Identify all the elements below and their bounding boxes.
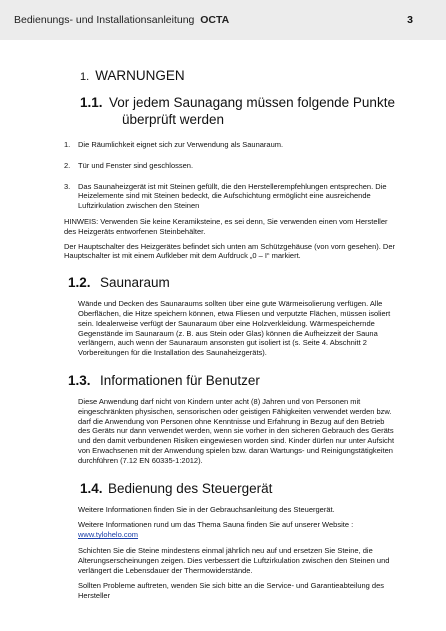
list-item: 3. Das Saunaheizgerät ist mit Steinen gefüllt, die den Herstellerempfehlungen entsprechen. Die Heizelemente sind mit Steinen bedeckt, die Aufschichtung ermöglicht eine ausreichende Luftzirkulation zwischen den Steinen (64, 181, 387, 211)
section-title-line-1: Vor jedem Saunagang müssen folgende Punkte (109, 95, 395, 110)
website-line (78, 530, 398, 540)
section-number: 1.2. (68, 275, 91, 291)
website-text: Weitere Informationen rund um das Thema Sauna finden Sie auf unserer Website : (78, 520, 354, 530)
website-link[interactable]: www.tylohelo.com (78, 530, 139, 540)
section-title-line-2: überprüft werden (122, 111, 225, 127)
hinweis-text: HINWEIS: Verwenden Sie keine Keramiksteine, es sei denn, Sie verwenden einen vom Hersteller des Heizgeräts entworfenen Steinbehälter. (64, 216, 388, 236)
section-title: Bedienung des Steuergerät (108, 480, 273, 496)
page-content (66, 68, 398, 601)
product-name: OCTA (200, 14, 230, 26)
section-heading-saunaraum (68, 275, 398, 291)
section-number: 1.1. (80, 95, 103, 110)
section-heading-benutzer (68, 373, 398, 389)
section-heading-warnungen (80, 68, 398, 85)
hauptschalter-text: Der Hauptschalter des Heizgerätes befindet sich unten am Schützgehäuse (von vorn gesehen). Der Hauptschalter ist mit einem Aufkleber mit dem Aufdruck „0 – I“ markiert. (64, 241, 396, 261)
section-title: WARNUNGEN (95, 68, 185, 83)
list-item: 2. Tür und Fenster sind geschlossen. (64, 160, 194, 170)
steuergeraet-body (78, 505, 398, 601)
section-heading-vor-saunagang (80, 95, 398, 128)
saunaraum-text: Wände und Decken des Saunaraums sollten über eine gute Wärmeisolierung verfügen. Alle Oberflächen, die Hitze speichern können, etwa Fliesen und verputzte Flächen, müssen isoliert sein. Idealerweise verfügt der Saunaraum über eine Holzverkleidung. Wärmespeichernde Gegenstände im Saunaraum (z. B. aus Stein oder Glas) können die Aufheizzeit der Sauna verlängern, auch wenn der Saunaraum ansonsten gut isoliert ist (s. Seite 4. Abschnitt 2 Vorbereitungen für die Installation des Saunaheizgeräts). (78, 299, 391, 358)
benutzer-text: Diese Anwendung darf nicht von Kindern unter acht (8) Jahren und von Personen mit eingeschränkten physischen, sensorischen oder geistigen Fähigkeiten verwendet werden bzw. darf die Anwendung von Personen ohne Kenntnisse und Erfahrung in Bezug auf den Betrieb des Geräts nur dann verwendet werden, wenn sie vorher in den sicheren Gebrauch des Geräts und den damit verbundenen Risiken eingewiesen worden sind. Kinder dürfen nur unter Aufsicht von Erwachsenen mit der Anwendung spielen bzw. daran Wartungs- und Reinigungstätigkeiten durchführen (7.12 EN 60335-1:2012). (78, 396, 395, 465)
page-header (0, 0, 446, 40)
section-number: 1.3. (68, 372, 91, 388)
steine-text: Schichten Sie die Steine mindestens einmal jährlich neu auf und ersetzen Sie Steine, die Alterungserscheinungen zeigen. Dies verbessert die Luftzirkulation zwischen den Steinen und verlängert die Lebensdauer der Thermowiderstände. (78, 545, 390, 575)
section-number: 1. (80, 71, 90, 83)
section-number: 1.4. (80, 480, 103, 496)
section-title: Saunaraum (100, 275, 170, 291)
gebrauchsanleitung-text: Weitere Informationen finden Sie in der Gebrauchsanleitung des Steuergerät. (78, 504, 335, 514)
section-heading-steuergeraet (80, 481, 398, 497)
document-title: Bedienungs- und Installationsanleitung OCTA (14, 14, 230, 26)
section-title: Informationen für Benutzer (100, 372, 260, 388)
probleme-text: Sollten Probleme auftreten, wenden Sie sich bitte an die Service- und Garantieabteilung des Hersteller (78, 581, 385, 601)
checklist (64, 140, 398, 211)
page-number: 3 (407, 14, 413, 26)
list-item: 1. Die Räumlichkeit eignet sich zur Verwendung als Saunaraum. (64, 140, 284, 149)
